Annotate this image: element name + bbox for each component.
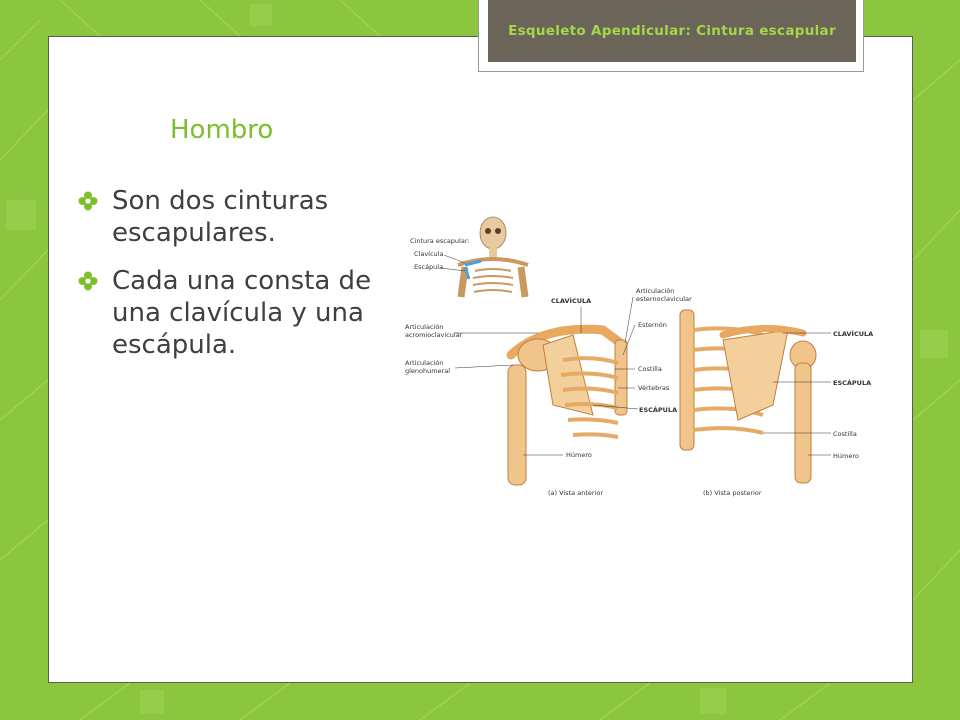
anterior-label: esternoclavicular <box>636 295 692 303</box>
bullet-item <box>78 185 408 249</box>
slide-title: Hombro <box>170 115 274 145</box>
posterior-label: ESCÁPULA <box>833 379 872 387</box>
anterior-label: Articulación <box>405 359 444 367</box>
inset-label: Clavícula <box>414 250 444 258</box>
anterior-label: Costilla <box>638 365 662 373</box>
anterior-label: Vértebras <box>638 384 670 392</box>
shoulder-anatomy-figure <box>403 205 883 505</box>
bullet-list <box>78 185 408 377</box>
posterior-label: Húmero <box>833 452 859 460</box>
shoulder-girdle-illustration <box>403 205 883 505</box>
anterior-label: Articulación <box>405 323 444 331</box>
flower-bullet-icon <box>78 271 98 291</box>
anterior-label: Esternón <box>638 321 667 329</box>
anterior-label: Articulación <box>636 287 675 295</box>
inset-label: Escápula <box>414 263 444 271</box>
caption-anterior: (a) Vista anterior <box>548 489 603 497</box>
anterior-label: Húmero <box>566 451 592 459</box>
anterior-view-skeleton <box>508 329 627 485</box>
anterior-label: ESCÁPULA <box>639 406 678 414</box>
section-title: Esqueleto Apendicular: Cintura escapular <box>488 0 856 62</box>
posterior-label: CLAVÍCULA <box>833 330 874 338</box>
inset-label: Cintura escapular: <box>410 237 470 245</box>
posterior-label: Costilla <box>833 430 857 438</box>
anterior-label: CLAVÍCULA <box>551 297 592 305</box>
bullet-item <box>78 265 408 361</box>
posterior-view-skeleton <box>680 310 816 483</box>
anterior-label: glenohumeral <box>405 367 451 375</box>
anterior-label: acromioclavicular <box>405 331 463 339</box>
flower-bullet-icon <box>78 191 98 211</box>
inset-skeleton-image <box>443 210 533 300</box>
bullet-text: Cada una consta de una clavícula y una escápula. <box>112 266 372 360</box>
caption-posterior: (b) Vista posterior <box>703 489 762 497</box>
bullet-text: Son dos cinturas escapulares. <box>112 186 329 248</box>
